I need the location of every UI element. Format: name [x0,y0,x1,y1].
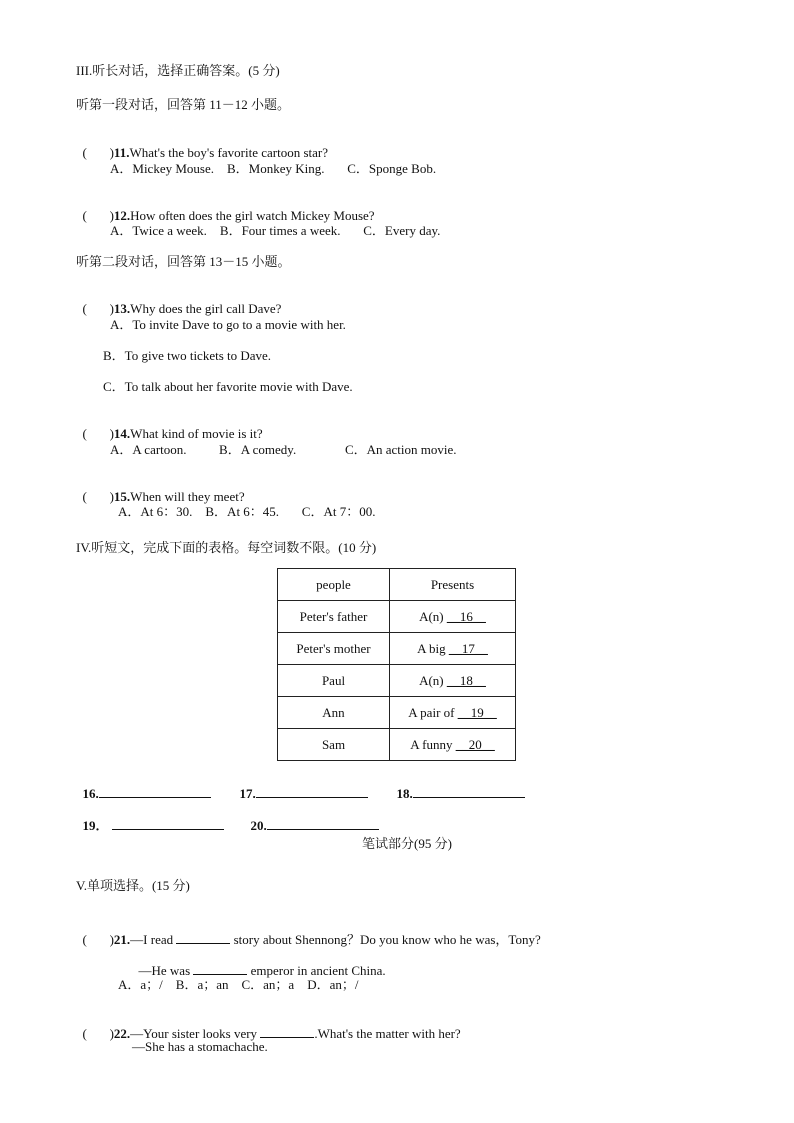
presents-table [277,568,516,761]
answer-line-20[interactable] [244,800,379,834]
written-part-heading: 笔试部分(95 分) [362,836,452,851]
question-text: When will they meet? [130,489,245,504]
present-prefix: A big [417,640,449,656]
blank-19[interactable]: __19__ [457,704,497,720]
question-11 [76,129,328,161]
section-4-heading: IV.听短文，完成下面的表格。每空词数不限。(10 分) [76,540,377,555]
question-text: What's the boy's favorite cartoon star? [129,145,328,160]
person-cell: Peter's father [278,601,390,633]
question-text: What kind of movie is it? [130,426,263,441]
section-3-heading: III.听长对话，选择正确答案。(5 分) [76,63,280,78]
question-21-reply [132,945,386,979]
blank-20[interactable]: __20__ [455,736,495,752]
table-row [278,633,516,665]
question-text: How often does the girl watch Mickey Mouse? [130,208,375,223]
table-row [278,601,516,633]
answer-paren[interactable]: ( ) [82,932,114,947]
question-number: 22. [113,1026,131,1041]
present-prefix: A(n) [419,672,447,688]
answer-blank[interactable] [260,1024,314,1038]
answer-paren[interactable]: ( ) [82,301,114,316]
present-cell[interactable] [390,633,516,665]
reply-text: —He was [138,963,194,978]
dialog-2-instruction: 听第二段对话，回答第 13－15 小题。 [76,254,291,269]
answer-number: 16. [82,786,99,801]
answer-blank[interactable] [267,816,379,830]
question-text: —Your sister looks very [130,1026,261,1041]
person-cell: Peter's mother [278,633,390,665]
present-prefix: A pair of [408,704,458,720]
question-text: story about Shennong？Do you know who he was，Tony? [230,932,541,947]
question-11-options: A．Mickey Mouse. B．Monkey King. C．Sponge Bob. [110,161,437,176]
present-prefix: A(n) [419,608,447,624]
table-row [278,697,516,729]
question-21-options: A．a；/ B．a；an C．an；a D．an；/ [118,977,359,992]
dialog-1-instruction: 听第一段对话，回答第 11－12 小题。 [76,97,291,112]
header-presents: Presents [390,569,516,601]
section-5-heading: V.单项选择。(15 分) [76,878,190,893]
question-number: 11. [113,145,130,160]
answer-blank[interactable] [256,784,368,798]
present-prefix: A funny [410,736,456,752]
answer-number: 18. [396,786,413,801]
table-header-row [278,569,516,601]
answer-blank[interactable] [193,961,247,975]
person-cell: Paul [278,665,390,697]
question-text: Why does the girl call Dave? [130,301,282,316]
question-12 [76,192,375,224]
question-number: 12. [113,208,131,223]
answer-blank[interactable] [99,784,211,798]
question-15-options: A．At 6：30. B．At 6：45. C．At 7：00. [118,504,376,519]
question-number: 15. [113,489,131,504]
question-21 [76,914,541,948]
reply-text: emperor in ancient China. [247,963,386,978]
person-cell: Sam [278,729,390,761]
question-13-option-b: B．To give two tickets to Dave. [103,348,272,363]
answer-number: 17. [239,786,256,801]
person-cell: Ann [278,697,390,729]
question-13-option-c: C．To talk about her favorite movie with Dave. [103,379,353,394]
answer-paren[interactable]: ( ) [82,145,114,160]
question-22-reply: —She has a stomachache. [132,1039,268,1054]
question-14-options: A．A cartoon. B．A comedy. C．An action movie. [110,442,457,457]
question-14 [76,410,263,442]
table-row [278,729,516,761]
answer-paren[interactable]: ( ) [82,426,114,441]
question-text: .What's the matter with her? [314,1026,461,1041]
question-number: 13. [113,301,131,316]
answer-blank[interactable] [413,784,525,798]
answer-paren[interactable]: ( ) [82,1026,114,1041]
present-cell[interactable] [390,665,516,697]
blank-18[interactable]: __18__ [446,672,486,688]
blank-16[interactable]: __16__ [446,608,486,624]
blank-17[interactable]: __17__ [448,640,488,656]
present-cell[interactable] [390,729,516,761]
answer-paren[interactable]: ( ) [82,208,114,223]
question-13-option-a: A．To invite Dave to go to a movie with her. [110,317,346,332]
question-number: 21. [113,932,131,947]
answer-paren[interactable]: ( ) [82,489,114,504]
answer-number: 20. [250,818,267,833]
answer-line-16[interactable] [76,768,211,802]
header-people: people [278,569,390,601]
present-cell[interactable] [390,601,516,633]
question-number: 14. [113,426,131,441]
present-cell[interactable] [390,697,516,729]
answer-number: 19． [82,818,109,833]
answer-blank[interactable] [112,816,224,830]
table-row [278,665,516,697]
answer-line-19[interactable] [76,800,224,834]
question-13 [76,285,281,317]
answer-blank[interactable] [176,930,230,944]
question-22 [76,1008,461,1042]
answer-line-18[interactable] [390,768,525,802]
question-15 [76,473,245,505]
answer-line-17[interactable] [233,768,368,802]
question-12-options: A．Twice a week. B．Four times a week. C．Every day. [110,223,441,238]
question-text: —I read [130,932,177,947]
